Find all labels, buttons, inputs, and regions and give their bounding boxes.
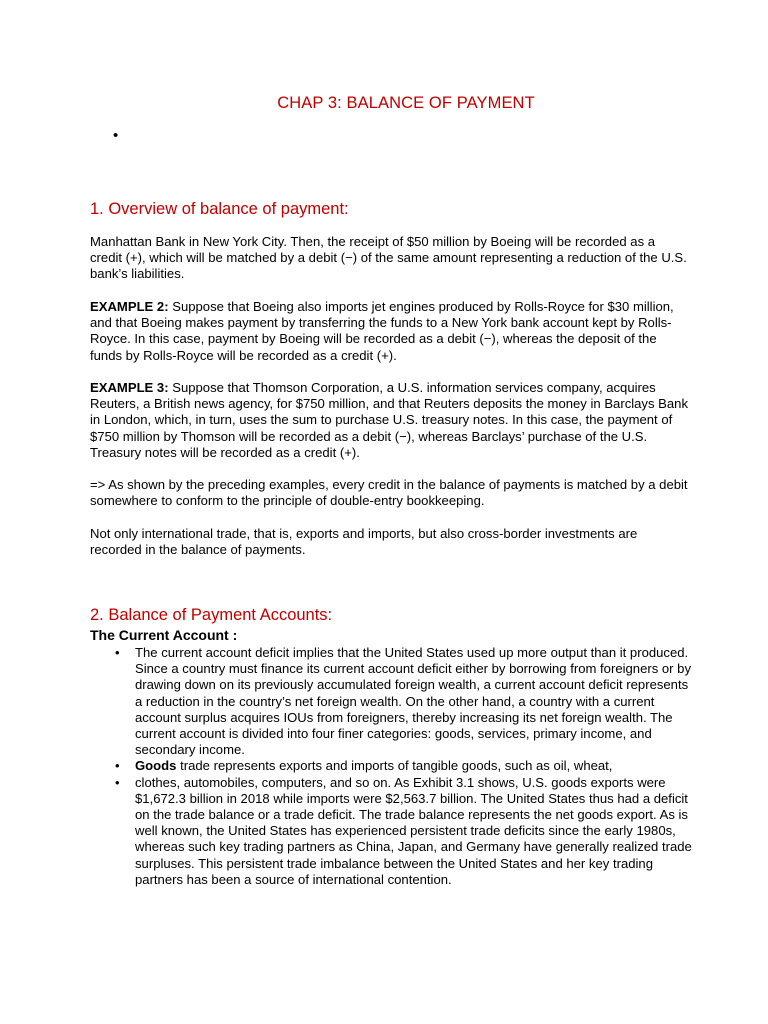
page-title: CHAP 3: BALANCE OF PAYMENT	[277, 94, 535, 112]
bullet-text: The current account deficit implies that the United States used up more output than it produced. Since a country must finance its current account deficit either by borrowing from foreigners or by drawing down on its previously accumulated foreign wealth, a current account deficit represents a reduction in the country’s net foreign wealth. On the other hand, a country with a current account surplus acquires IOUs from foreigners, thereby increasing its net foreign wealth. The current account is divided into four finer categories: goods, services, primary income, and secondary income.	[135, 645, 692, 758]
paragraph-double-entry: => As shown by the preceding examples, every credit in the balance of payments is matched by a debit somewhere to conform to the principle of double-entry bookkeeping.	[90, 477, 688, 509]
paragraph-boeing-receipt: Manhattan Bank in New York City. Then, the receipt of $50 million by Boeing will be recorded as a credit (+), which will be matched by a debit (−) of the same amount representing a reduction of the U.S. bank’s liabilities.	[90, 234, 687, 282]
bullet-text: trade represents exports and imports of tangible goods, such as oil, wheat,	[176, 758, 613, 774]
list-item	[115, 758, 695, 774]
current-account-bullet-list	[115, 645, 695, 888]
paragraph-example-2	[90, 299, 690, 364]
list-item	[115, 775, 695, 888]
paragraph-example-3	[90, 380, 690, 461]
bullet-glyph: •	[115, 774, 120, 790]
example-3-text: Suppose that Thomson Corporation, a U.S. information services company, acquires Reuters, a British news agency, for $750 million, and that Reuters deposits the money in Barclays Bank in London, which, in turn, uses the sum to purchase U.S. treasury notes. In this case, the payment of $750 million by Thomson will be recorded as a debit (−), whereas Barclays’ purchase of the U.S. Treasury notes will be recorded as a credit (+).	[90, 380, 689, 460]
section-heading-accounts: 2. Balance of Payment Accounts:	[90, 606, 333, 624]
empty-bullet: •	[113, 127, 119, 144]
subheading-current-account: The Current Account :	[90, 627, 238, 643]
bullet-glyph: •	[115, 758, 120, 774]
example-3-label: EXAMPLE 3:	[90, 380, 169, 395]
section-heading-overview: 1. Overview of balance of payment:	[90, 200, 349, 218]
list-item	[115, 645, 695, 758]
example-2-label: EXAMPLE 2:	[90, 299, 169, 314]
bullet-glyph: •	[115, 645, 120, 660]
bullet-text: clothes, automobiles, computers, and so on. As Exhibit 3.1 shows, U.S. goods exports were $1,672.3 billion in 2018 while imports were $2,563.7 billion. The United States thus had a deficit on the trade balance or a trade deficit. The trade balance represents the net goods export. As is well known, the United States has experienced persistent trade deficits since the early 1980s, whereas such key trading partners as China, Japan, and Germany have generally realized trade surpluses. This persistent trade imbalance between the United States and her key trading partners has been a source of international contention.	[135, 774, 692, 887]
goods-label: Goods	[135, 758, 177, 774]
example-2-text: Suppose that Boeing also imports jet engines produced by Rolls-Royce for $30 million, and that Boeing makes payment by transferring the funds to a New York bank account kept by Rolls-Royce. In this case, payment by Boeing will be recorded as a debit (−), whereas the deposit of the funds by Rolls-Royce will be recorded as a credit (+).	[90, 299, 674, 363]
paragraph-cross-border: Not only international trade, that is, exports and imports, but also cross-border investments are recorded in the balance of payments.	[90, 526, 638, 558]
